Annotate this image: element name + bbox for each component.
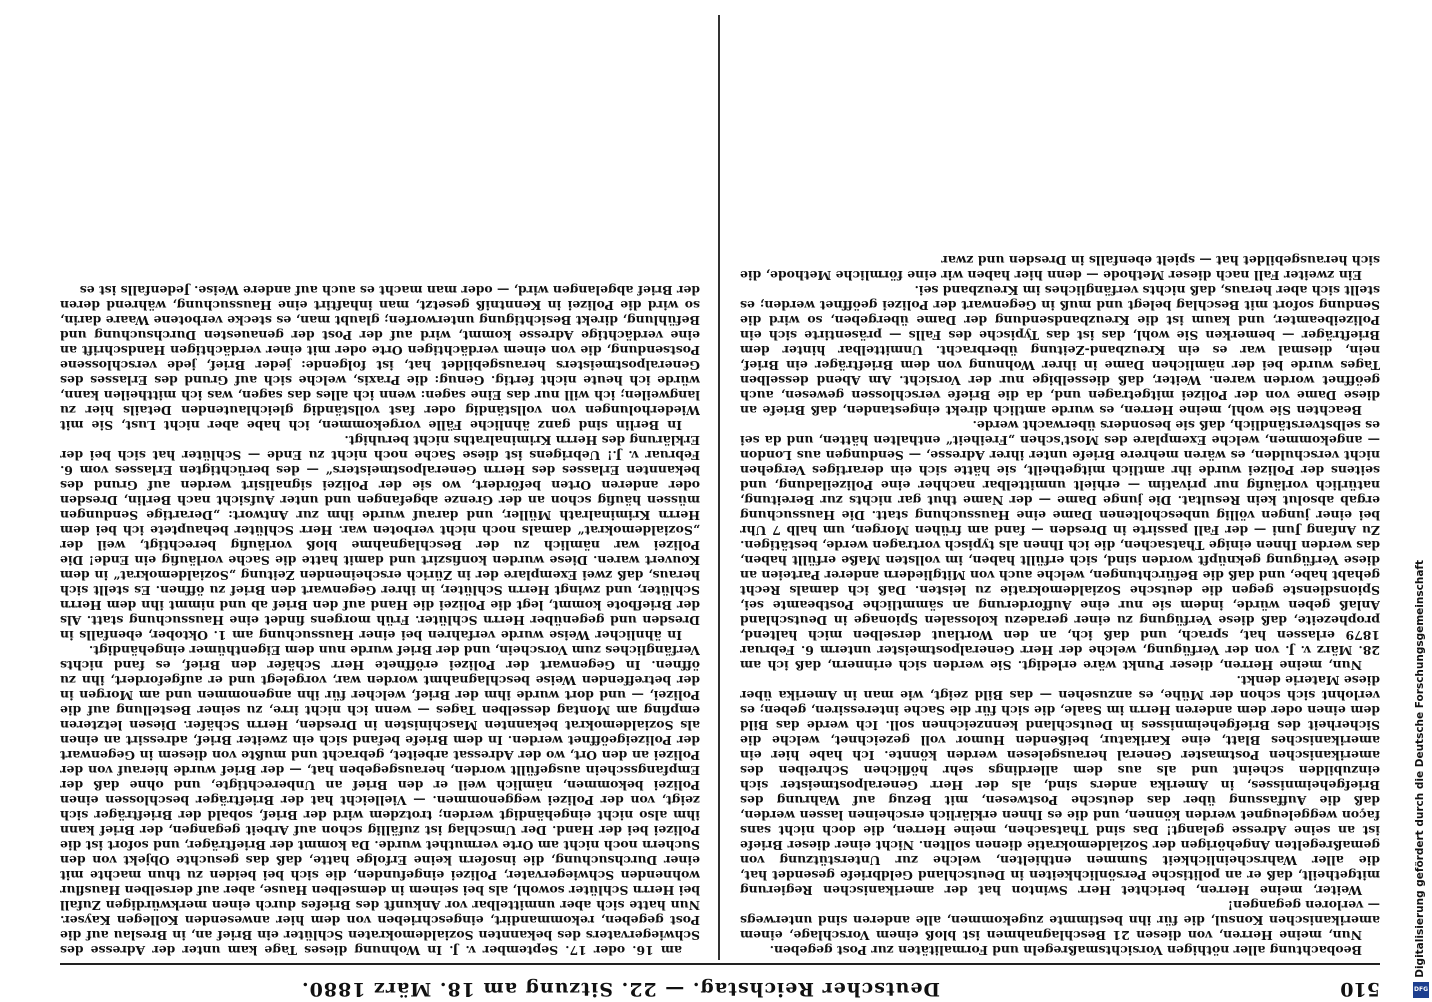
paragraph: am 16. oder 17. September v. J. In Wohnung dieses Tage kam unter der Adresse des Schwiegervaters des bekannten Sozialdemokraten Schlüter ein Brief an, in Breslau auf die Post gegeben, rekommandirt, eingeschrieben von dem hier anwesenden Kollegen Kayser. Nun hatte sich aber unmittelbar vor Ankunft des Briefes durch einen merkwürdigen Zufall bei Herrn Schlüter sowohl, als bei seinem in demselben Hause, aber auf derselben Hausflur wohnenden Schwiegervater, Polizei eingefunden, die sich bei beiden zu thun machte mit einer Durchsuchung, die insofern keine Erfolge hatte, daß das gesuchte Objekt von den Suchern noch nicht am Orte vermuthet wurde. Da kommt der Briefträger, und sofort ist die Polizei bei der Hand. Der Umschlag ist zufällig schon auf Arbeit gegangen, der Brief kann ihm also nicht eingehändigt werden; trotzdem wird der Brief, sobald der Briefträger sich zeigt, von der Polizei weggenommen. — Vielleicht hat der Briefträger beschlossen einen Polizei bekommen, nämlich weil er den Brief an Unberechtigte, und ohne daß der Empfangsschein ausgefüllt worden, herausgegeben hat, — der Brief wurde hierauf von der Polizei an den Ort, wo der Adressat arbeitet, gebracht und mußte von diesem in Gegenwart der Polizeigeöffnet werden. In dem Briefe befand sich ein zweiter Brief, adressirt an einen als Sozialdemokrat bekannten Maschinisten in Dresden, Herrn Schäfer. Diesen letzteren empfing am Montag desselben Tages — wenn ich nicht irre, zu seiner Bestellung auf die Polizei, — und dort wurde ihm der Brief, welcher für ihn angenommen und am Morgen in der betreffenden Weise beschlagnahmt worden war, vorgelegt und er aufgefordert, ihn zu öffnen. In Gegenwart der Polizei eröffnete Herr Schäfer den Brief, es fand nichts Verfängliches zum Vorschein, und der Brief wurde nun dem Eigenthümer eingehändigt.	[60, 643, 700, 958]
paragraph: Weiter, meine Herren, berichtet Herr Swinton hat der amerikanischen Regierung mitgetheilt, daß er an politische Persönlichkeiten in Deutschland Geldbriefe gesendet hat, die aller Wahrscheinlichkeit Summen enthielten, welche zur Unterstützung von gemaßregelten Angehörigen der Sozialdemokratie dienen sollten. Nicht einer dieser Briefe ist an seine Adresse gelangt! Das sind Thatsachen, meine Herren, die doch nicht sans façon weggeleugnet werden können, und die es Ihnen erklärlich erscheinen lassen werden, daß die Auffassung über das deutsche Postwesen, mit Bezug auf Wahrung des Briefgeheimnisses, in Amerika anders sind, als der Herr Generalpostmeister sich einzubilden scheint und als aus dem allerdings sehr höflichen Schreiben des amerikanischen Postmaster General herausgelesen werden könnte. Ich habe hier ein amerikanisches Blatt, eine Karikatur, beißenden Humor voll gezeichnet, welche die Sicherheit des Briefgeheimnisses in Deutschland kennzeichnen soll. Ich werde das Bild dem einen oder dem anderen Herrn im Saale, die sich für die Sache interessiren, geben; es verlohnt sich schon der Mühe, es anzusehen — das Bild zeigt, wie man in Amerika über diese Materie denkt.	[740, 673, 1380, 898]
column-separator	[718, 15, 720, 960]
page-header	[60, 968, 1380, 1002]
digitization-sidebar	[1410, 0, 1432, 1000]
page-title: Deutscher Reichstag. — 22. Sitzung am 18. März 1880.	[301, 978, 940, 1000]
dfg-logo-icon: DFG	[1413, 982, 1429, 998]
paragraph: Nun, meine Herren, dieser Punkt wäre erledigt. Sie werden sich erinnern, daß ich am 28. März v. J. von der Verfügung, welche der Herr Generalpostmeister unterm 6. Februar 1879 erlassen hat, sprach, und daß ich, an den Wortlaut derselben mich haltend, prophezeite, daß diese Verfügung zu einer geradezu kolossalen Spionage in Deutschland Anlaß geben würde, indem sie nur eine Aufforderung an sämmtliche Postbeamte sei, Spionsdienste gegen die deutsche Sozialdemokratie zu leisten. Daß ich damals Recht gehabt habe, und daß die Befürchtungen, welche auch von Mitgliedern anderer Parteien an diese Verfügung geknüpft worden sind, sich erfüllt haben, im vollsten Maße erfüllt haben, das werden Ihnen einige Thatsachen, die ich Ihnen als typisch vortragen werde, bestätigen. Zu Anfang Juni — der Fall passirte in Dresden — fand am frühen Morgen, um halb 7 Uhr bei einer jungen völlig unbescholtenen Dame eine Haussuchung statt. Die Haussuchung ergab absolut kein Resultat. Die junge Dame — der Name thut gar nichts zur Bereitung, natürlich vorläufig nur privatim — erhielt unmittelbar nachher eine Polizeiladung, und seitens der Polizei wurde ihr amtlich mitgetheilt, sie hätte sich ein derartiges Vergehen nicht verschulden, es wären mehrere Briefe unter ihrer Adresse, — Sendungen aus London — angekommen, welche Exemplare des Most'schen „Freiheit“ enthalten hätten, und da sei es selbstverständlich, daß sie besonders überwacht werde.	[740, 418, 1380, 673]
paragraph: Beobachtung aller nöthigen Vorsichtsmaßregeln und Formalitäten zur Post gegeben.	[769, 943, 1362, 958]
paragraph: In Berlin sind ganz ähnliche Fälle vorgekommen, ich habe aber nicht Lust, Sie mit Wiederholungen von vollständig oder fast vollständig gleichlautenden Details hier zu langweilen; ich will nur das Eine sagen: wenn ich alles das sagen, was ich mittheilen kann, würde ich heute nicht fertig. Genug: die Praxis, welche sich auf Grund des Erlasses des Generalpostmeisters herausgebildet hat, ist folgende: jeder Brief, jede verschlossene Postsendung, die von einem verdächtigen Orte oder mit einer verdächtigen Handschrift an eine verdächtige Adresse kommt, wird auf der Post der genauesten Durchsuchung und Befühlung, direkt Besichtigung unterworfen; glaubt man, es stecke verbotene Waare darin, so wird die Polizei in Kenntniß gesetzt, man inhaftirt eine Haussuchung, während deren der Brief abgelangen wird, — oder man macht es auch auf andere Weise. Jedenfalls ist es	[60, 283, 700, 433]
paragraph: Nun, meine Herren, von diesen 21 Beschlagnahmen ist bloß einem Vorschlage, einem amerikanischen Konsul, die für ihn bestimmte zugekommen, alle anderen sind unterwegs — verloren gegangen!	[740, 898, 1380, 943]
paragraph: Beachten Sie wohl, meine Herren, es wurde amtlich direkt eingestanden, daß Briefe an diese Dame von der Polizei mitgetragen und, da die Briefe verschlossen gewesen, auch geöffnet worden waren. Weiter, daß diesselbige nur der Vorsicht. Am Abend desselben Tages wurde bei der nämlichen Dame in ihrer Wohnung von dem Briefträger ein Brief, nein, diesmal war es ein Kreuzband-Zeitung überbracht. Unmittelbar hinter dem Briefträger — bemerken Sie wohl, das ist das Typische des Falls — präsentirte sich ein Polizeibeamter, und kaum ist die Kreuzbandsendung der Dame übergeben, so wird die Sendung sofort mit Beschlag belegt und muß in Gegenwart der Polizei geöffnet werden; es stellt sich aber heraus, daß nichts verfängliches im Kreuzband sei.	[740, 283, 1380, 418]
header-rule	[60, 963, 1380, 965]
page-number: 510	[1340, 978, 1380, 1000]
paragraph: In ähnlicher Weise wurde verfahren bei einer Haussuchung am 1. Oktober, ebenfalls in Dresden und gegenüber Herrn Schlüter. Früh morgens findet eine Haussuchung statt. Als der Briefbote kommt, legt die Polizei die Hand auf den Brief ab und nimmt ihn dem Herrn Schlüter, und zwingt Herrn Schlüter, in ihrer Gegenwart den Brief zu öffnen. Es stellt sich heraus, daß zwei Exemplare der in Zürich erscheinenden Zeitung „Sozialdemokrat“ in dem Kouvert waren. Diese wurden konfiszirt und damit hatte die Sache vorläufig ein Ende! Die Polizei war nämlich zu der Beschlagnahme bloß vorläufig berechtigt, weil der „Sozialdemokrat“ damals noch nicht verboten war. Herr Schlüter behauptete ich bei dem Herrn Kriminalrath Müller, und darauf wurde ihm zur Antwort: „Derartige Sendungen müssen häufig schon an der Grenze abgefangen und unter Aufsicht nach Berlin, Dresden oder anderen Orten befördert, wo sie der Polizei signalisirt werden auf Grund des bekannten Erlasses des Herrn Generalpostmeisters“ — des berüchtigten Erlasses vom 6. Februar v. J.! Uebrigens ist diese Sache noch nicht zu Ende — Schlüter hat sich bei der Erklärung des Herrn Kriminalraths nicht beruhigt.	[60, 433, 700, 643]
right-text-column	[60, 18, 700, 958]
paragraph: Ein zweiter Fall nach dieser Methode — denn hier haben wir eine förmliche Methode, die sich herausgebildet hat — spielt ebenfalls in Dresden und zwar	[740, 253, 1380, 283]
funding-notice: Digitalisierung gefördert durch die Deutsche Forschungsgemeinschaft	[1414, 560, 1426, 978]
left-text-column	[740, 18, 1380, 958]
